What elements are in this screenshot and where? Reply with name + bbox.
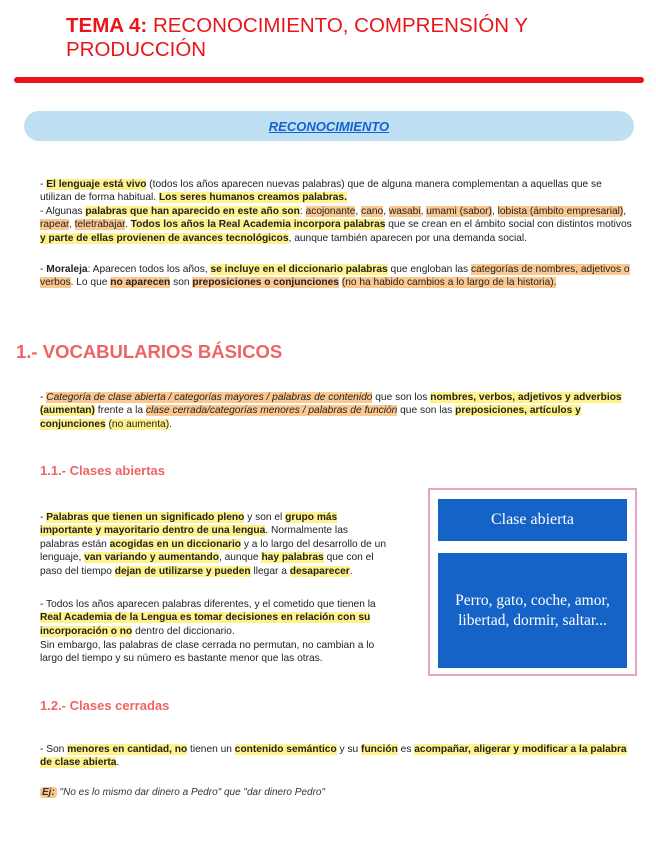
open-class-paragraph-3: Sin embargo, las palabras de clase cerrada no permutan, no cambian a lo largo del tiempo y su número es bastante menor que las otras. <box>40 640 375 665</box>
vocab-paragraph <box>40 391 632 431</box>
closed-class-paragraph <box>40 743 632 770</box>
text-run: - <box>40 264 47 275</box>
subheading-clases-cerradas: 1.2.- Clases cerradas <box>40 698 170 713</box>
text-run: - <box>40 179 47 190</box>
text-run: acojonante <box>305 206 356 217</box>
text-run: : Aparecen todos los años, <box>87 264 211 275</box>
page-title: TEMA 4: RECONOCIMIENTO, COMPRENSIÓN Y PRODUCCIÓN <box>66 14 528 61</box>
text-run: - Todos los años aparecen palabras diferentes, y el cometido que tienen la <box>40 599 376 610</box>
text-run: y son el <box>244 512 286 523</box>
text-run: , aunque también aparecen por una demanda social. <box>288 232 528 244</box>
text-run: - Son <box>40 744 68 755</box>
text-run: El lenguaje está vivo <box>46 179 147 190</box>
text-run: Todos los años la Real Academia incorpora palabras <box>130 219 386 231</box>
text-run: . <box>116 757 120 769</box>
box-examples: Perro, gato, coche, amor, libertad, dormir, saltar... <box>438 553 627 668</box>
text-run: y su <box>336 744 362 755</box>
text-run: que son las <box>397 405 456 417</box>
text-run: , <box>420 206 427 217</box>
text-run: frente a la <box>94 405 146 417</box>
text-run: . Lo que <box>70 277 111 289</box>
text-run: función <box>361 744 398 755</box>
text-run: : <box>299 206 306 217</box>
text-run: es <box>397 744 415 755</box>
text-run: teletrabajar <box>74 219 125 231</box>
text-run: que se crean en el ámbito social con distintos motivos <box>385 219 632 231</box>
intro-paragraph-1 <box>40 178 632 205</box>
example-line <box>40 787 325 798</box>
text-run: que son los <box>372 392 431 403</box>
intro-paragraph-3 <box>40 263 632 290</box>
text-run: preposiciones o conjunciones <box>192 277 339 289</box>
text-run: (todos los años aparecen nuevas palabras) que de alguna manera complementan a aquellas que se utilizan de forma habitual. <box>40 179 602 204</box>
text-run: que con el paso del tiempo <box>40 552 374 577</box>
open-class-paragraph-1 <box>40 511 388 578</box>
text-run: son <box>170 277 193 289</box>
text-run: lobista (ámbito empresarial) <box>497 206 624 217</box>
text-run: llegar a <box>250 565 290 577</box>
text-run: Palabras que tienen un significado pleno <box>46 512 245 523</box>
text-run: , aunque <box>218 552 262 564</box>
text-run: dejan de utilizarse y pueden <box>114 565 251 577</box>
text-run: rapear <box>40 219 69 231</box>
text-run: tienen un <box>187 744 235 755</box>
section-banner <box>24 111 634 141</box>
text-run: . Normalmente las palabras están <box>40 525 348 550</box>
text-run: - <box>40 512 47 523</box>
text-run: . <box>124 219 131 231</box>
text-run: - <box>40 392 47 403</box>
subheading-clases-abiertas: 1.1.- Clases abiertas <box>40 463 166 478</box>
text-run: (aumentan) <box>40 405 95 417</box>
section-heading-vocabularios: 1.- VOCABULARIOS BÁSICOS <box>16 341 283 362</box>
text-run: . <box>169 418 172 430</box>
text-run: Moraleja <box>46 264 88 275</box>
open-class-paragraph-2 <box>40 598 388 638</box>
text-run: dentro del diccionario. <box>132 625 235 637</box>
text-run: cano <box>361 206 384 217</box>
text-run: Categoría de clase abierta / categorías mayores / palabras de contenido <box>46 392 373 403</box>
text-run: se incluye en el diccionario palabras <box>210 264 388 275</box>
text-run: , <box>623 206 627 217</box>
text-run: nombres, verbos, adjetivos y adverbios <box>430 392 622 403</box>
text-run: y a lo largo del desarrollo de un lenguaje, <box>40 538 386 564</box>
text-run: y parte de ellas provienen de avances tecnológicos <box>40 232 289 244</box>
example-text: "No es lo mismo dar dinero a Pedro" que "dar dinero Pedro" <box>56 787 326 798</box>
text-run: acompañar, aligerar y modificar a la palabra de clase abierta <box>40 744 627 769</box>
text-run: Los seres humanos creamos palabras. <box>158 192 347 204</box>
banner-label[interactable]: RECONOCIMIENTO <box>268 118 390 134</box>
text-run: clase cerrada/categorías menores / palabras de función <box>145 405 398 417</box>
text-run: preposiciones, artículos y conjunciones <box>40 405 581 430</box>
text-run: no aparecen <box>110 277 171 289</box>
open-class-diagram <box>428 488 637 676</box>
text-run: Real Academia de la Lengua es tomar decisiones en relación con su incorporación o no <box>40 612 371 637</box>
box-title: Clase abierta <box>438 499 627 541</box>
text-run: hay palabras <box>261 552 324 564</box>
text-run: (no ha habido cambios a lo largo de la historia). <box>341 277 557 289</box>
example-tag: Ej: <box>42 787 55 798</box>
text-run: acogidas en un diccionario <box>109 538 242 550</box>
text-run: grupo más importante y mayoritario dentro de una lengua <box>40 512 338 537</box>
text-run: van variando y aumentando <box>84 552 219 564</box>
intro-paragraph-2 <box>40 205 632 245</box>
text-run: que engloban las <box>387 264 471 275</box>
text-run: wasabi <box>388 206 421 217</box>
text-run: umami (sabor) <box>426 206 492 217</box>
text-run: - Algunas <box>40 206 86 217</box>
text-run: contenido semántico <box>234 744 337 755</box>
text-run: (no aumenta) <box>108 418 170 430</box>
text-run: menores en cantidad, no <box>67 744 188 755</box>
text-run: , <box>491 206 498 217</box>
text-run: palabras que han aparecido en este año son <box>85 206 300 217</box>
text-run: , <box>355 206 362 217</box>
text-run: . <box>349 565 353 577</box>
text-run: desaparecer <box>289 565 350 577</box>
text-run: , <box>68 219 75 231</box>
title-divider <box>14 77 644 83</box>
text-run: , <box>383 206 389 217</box>
text-run: categorías de nombres, adjetivos o verbos <box>40 264 630 289</box>
